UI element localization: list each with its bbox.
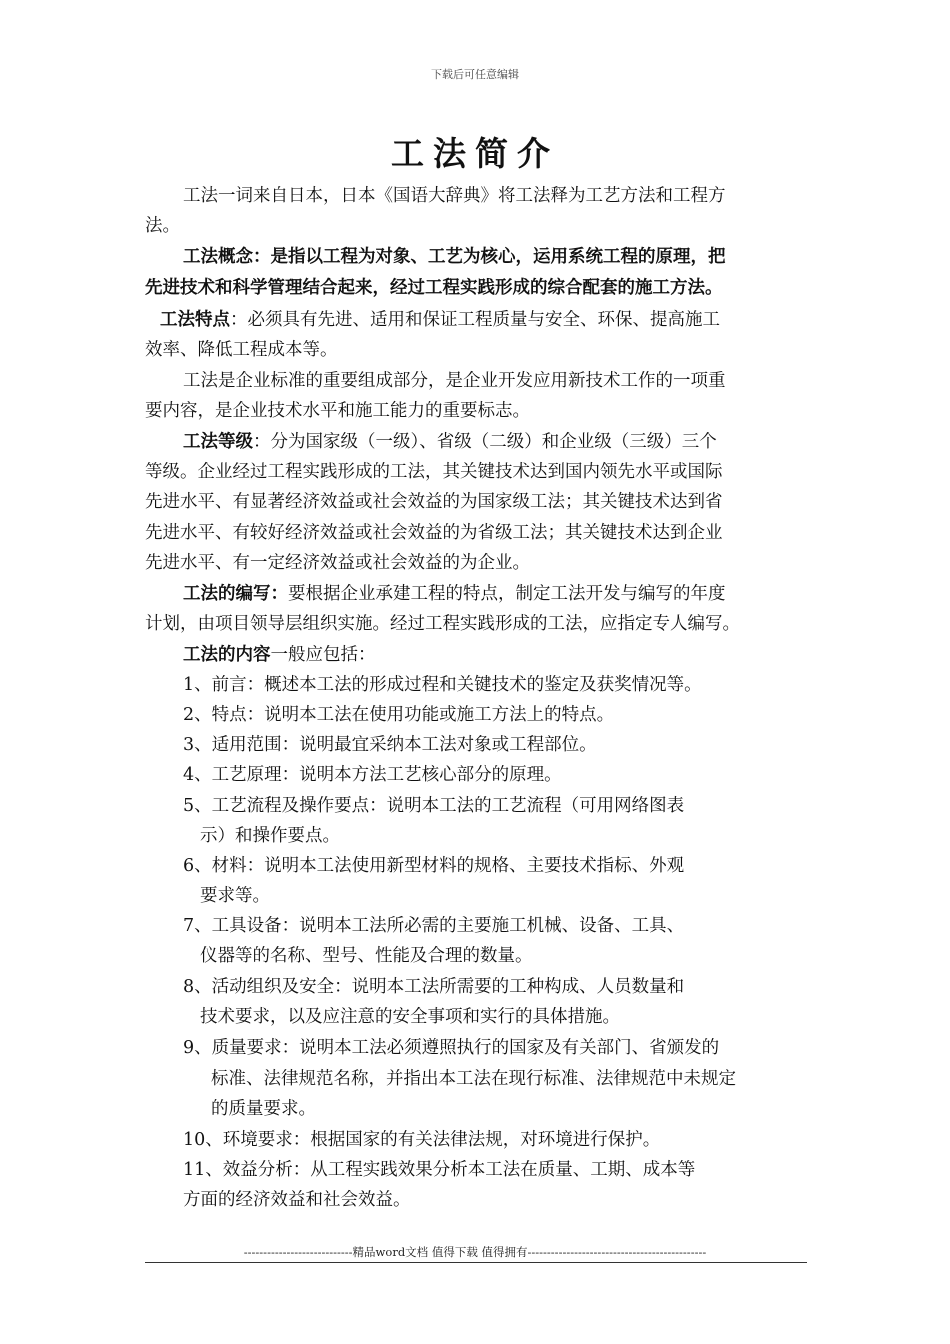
list-item-9-line-3: 的质量要求。 [211,1099,316,1119]
intro-line-1: 工法一词来自日本，日本《国语大辞典》将工法释为工艺方法和工程方 [183,186,726,206]
list-item-8-line-2: 技术要求，以及应注意的安全事项和实行的具体措施。 [200,1007,620,1027]
list-item-10: 10、环境要求：根据国家的有关法律法规，对环境进行保护。 [183,1130,661,1150]
page-footer: ----------------------------精品word文档 值得下载 值得拥有---------------------------------------------- [243,1245,707,1259]
compile-line-2: 计划，由项目领导层组织实施。经过工程实践形成的工法，应指定专人编写。 [145,614,740,634]
contents-label: 工法的内容 [183,645,271,665]
list-item-2: 2、特点：说明本工法在使用功能或施工方法上的特点。 [183,705,615,725]
grades-line-2: 等级。企业经过工程实践形成的工法，其关键技术达到国内领先水平或国际 [145,462,723,482]
list-item-6-line-1: 6、材料：说明本工法使用新型材料的规格、主要技术指标、外观 [183,856,685,876]
page-header: 下载后可任意编辑 [431,68,519,81]
list-item-3: 3、适用范围：说明最宜采纳本工法对象或工程部位。 [183,735,597,755]
list-item-9-line-2: 标准、法律规范名称，并指出本工法在现行标准、法律规范中未规定 [211,1069,736,1089]
contents-intro [0,640,950,670]
standard-line-1: 工法是企业标准的重要组成部分，是企业开发应用新技术工作的一项重 [183,371,726,391]
grades-line-1 [0,427,950,457]
list-item-7-line-1: 7、工具设备：说明本工法所必需的主要施工机械、设备、工具、 [183,916,685,936]
concept-line-1: 工法概念：是指以工程为对象、工艺为核心，运用系统工程的原理，把 [183,247,726,267]
page-title: 工法简介 [391,134,559,173]
list-item-11-line-2: 方面的经济效益和社会效益。 [183,1190,411,1210]
features-text: ：必须具有先进、适用和保证工程质量与安全、环保、提高施工 [230,310,720,330]
list-item-11-line-1: 11、效益分析：从工程实践效果分析本工法在质量、工期、成本等 [183,1160,696,1180]
list-item-6-line-2: 要求等。 [200,886,270,906]
standard-line-2: 要内容，是企业技术水平和施工能力的重要标志。 [145,401,530,421]
features-label: 工法特点 [160,310,230,330]
list-item-9-line-1: 9、质量要求：说明本工法必须遵照执行的国家及有关部门、省颁发的 [183,1038,720,1058]
grades-text: ：分为国家级（一级）、省级（二级）和企业级（三级）三个 [253,432,717,452]
compile-text: 要根据企业承建工程的特点，制定工法开发与编写的年度 [288,584,726,604]
grades-line-3: 先进水平、有显著经济效益或社会效益的为国家级工法；其关键技术达到省 [145,492,723,512]
features-line-1 [0,305,950,335]
list-item-4: 4、工艺原理：说明本方法工艺核心部分的原理。 [183,765,562,785]
compile-label: 工法的编写： [183,584,288,604]
list-item-8-line-1: 8、活动组织及安全：说明本工法所需要的工种构成、人员数量和 [183,977,685,997]
list-item-1: 1、前言：概述本工法的形成过程和关键技术的鉴定及获奖情况等。 [183,675,702,695]
compile-line-1 [0,579,950,609]
contents-text: 一般应包括： [270,645,376,665]
features-line-2: 效率、降低工程成本等。 [145,340,338,360]
intro-line-2: 法。 [145,216,180,236]
concept-line-2: 先进技术和科学管理结合起来，经过工程实践形成的综合配套的施工方法。 [145,278,723,298]
footer-divider [145,1262,807,1263]
grades-line-5: 先进水平、有一定经济效益或社会效益的为企业。 [145,553,530,573]
list-item-5-line-1: 5、工艺流程及操作要点：说明本工法的工艺流程（可用网络图表 [183,796,685,816]
list-item-7-line-2: 仪器等的名称、型号、性能及合理的数量。 [200,946,533,966]
grades-label: 工法等级 [183,432,253,452]
list-item-5-line-2: 示）和操作要点。 [200,826,340,846]
grades-line-4: 先进水平、有较好经济效益或社会效益的为省级工法；其关键技术达到企业 [145,523,723,543]
